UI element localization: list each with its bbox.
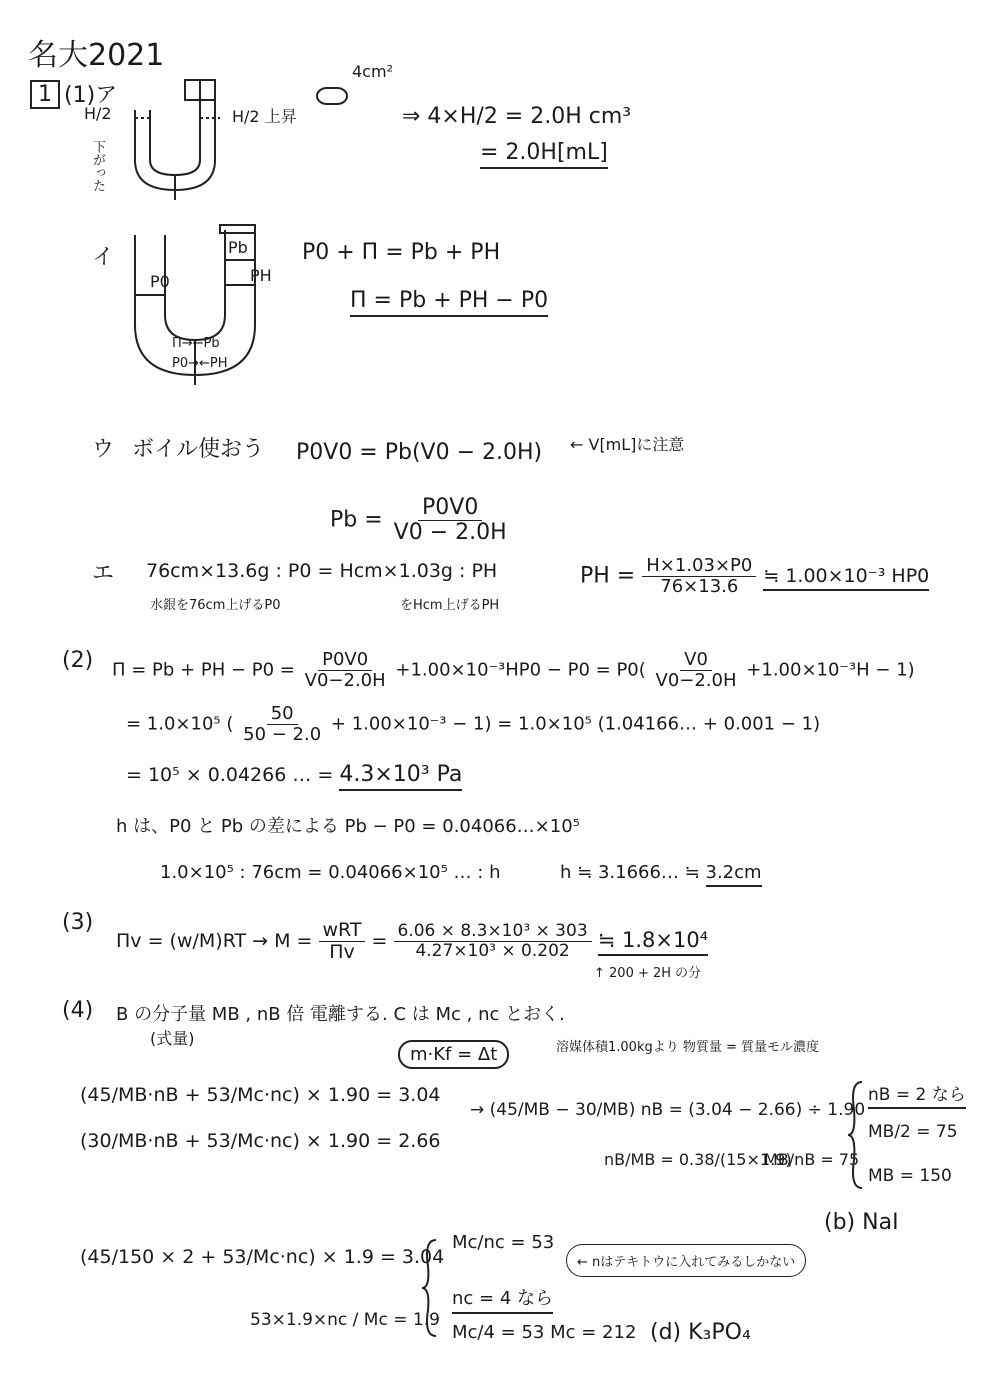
p4-case-2: MB/2 = 75 (868, 1122, 958, 1142)
diag-ph: PH (250, 266, 272, 285)
part-e-label: エ (92, 561, 115, 586)
part-u-label: ウ (92, 437, 115, 462)
p4-case-1: nB = 2 なら (868, 1080, 966, 1109)
p2-l3a: = 10⁵ × 0.04266 … = (126, 764, 334, 786)
p2-l1c: +1.00×10⁻³H − 1) (746, 659, 915, 681)
p2-answer-h: 3.2cm (706, 862, 762, 887)
p3-answer: ≒ 1.8×10⁴ (598, 928, 708, 956)
ratio-note-2: をHcm上げるPH (400, 598, 500, 613)
part-4-label: (4) (62, 998, 94, 1023)
p2-line-4: h は、P0 と Pb の差による Pb − P0 = 0.04066…×10⁵ (116, 816, 580, 837)
pb-num: P0V0 (418, 496, 482, 521)
p4-eq-d: 53×1.9×nc / Mc = 1.9 (250, 1310, 440, 1330)
ph-expression (580, 556, 929, 597)
brace-icon-1 (846, 1080, 866, 1190)
label-sagatta: 下がった (90, 140, 105, 192)
diag-p0: P0 (150, 272, 170, 291)
p4-answer-d: (d) K₃PO₄ (650, 1320, 751, 1345)
label-h2: H/2 (84, 104, 112, 123)
part-i-label: イ (92, 245, 115, 270)
pb-expression (330, 496, 511, 545)
diag-p0-ph: P0→←PH (172, 356, 228, 371)
part-3-label: (3) (62, 910, 94, 935)
p4-r-note: ← nはテキトウに入れてみるしかない (566, 1244, 806, 1277)
p4-r1: Mc/nc = 53 (452, 1232, 555, 1253)
pb-lhs: Pb = (330, 507, 383, 533)
pb-den: V0 − 2.0H (393, 520, 507, 546)
p2-l2-den: 50 − 2.0 (243, 723, 322, 745)
p2-l1-den: V0−2.0H (304, 669, 386, 691)
p3-eq (116, 920, 708, 963)
u-tube-figure-a (120, 80, 230, 200)
p3-m-num: wRT (319, 920, 366, 942)
brace-icon-2 (420, 1238, 440, 1338)
part-label: (1)ア (64, 83, 118, 108)
p4-r2: nc = 4 なら (452, 1284, 553, 1314)
p4-eq-c: (45/150 × 2 + 53/Mc·nc) × 1.9 = 3.04 (80, 1246, 445, 1268)
p2-l2a: = 1.0×10⁵ ( (126, 713, 234, 735)
p2-l1a: Π = Pb + PH − P0 = (112, 659, 295, 681)
p4-answer-b: (b) NaI (824, 1210, 899, 1235)
ph-den: 76×13.6 (660, 575, 739, 597)
p3-note: ↑ 200 + 2H の分 (594, 966, 702, 981)
cylinder-icon (315, 80, 355, 110)
volume-line-1: ⇒ 4×H/2 = 2.0H cm³ (402, 104, 632, 129)
part-u-text: ボイル使おう (132, 437, 265, 462)
p2-l1-num2: V0 (680, 650, 712, 671)
p2-line-5a: 1.0×10⁵ : 76cm = 0.04066×10⁵ … : h (160, 862, 501, 883)
p4-intro: B の分子量 MB , nB 倍 電離する. C は Mc , nc とおく. (116, 1004, 565, 1025)
p2-answer-pi: 4.3×10³ Pa (339, 762, 462, 791)
p2-line-5b (560, 862, 762, 883)
p3-den: 4.27×10³ × 0.202 (415, 940, 570, 961)
area-label: 4cm² (352, 62, 393, 81)
p2-l1-den2: V0−2.0H (655, 669, 737, 691)
p4-shikiryo: (式量) (150, 1029, 195, 1048)
p3-num: 6.06 × 8.3×10³ × 303 (394, 922, 592, 942)
p4-formula: m·Kf = Δt (398, 1040, 509, 1069)
ph-result: ≒ 1.00×10⁻³ HP0 (763, 565, 929, 591)
ph-lhs: PH = (580, 563, 636, 589)
eq-i-2: Π = Pb + PH − P0 (350, 288, 548, 317)
diag-pi-pb: Π→←Pb (172, 336, 220, 351)
p4-formula-note: 溶媒体積1.00kgより 物質量 = 質量モル濃度 (556, 1040, 820, 1055)
diag-pb: Pb (228, 238, 248, 257)
p2-l2b: + 1.00×10⁻³ − 1) = 1.0×10⁵ (1.04166… + 0.001 − 1) (330, 713, 821, 735)
p4-r3: Mc/4 = 53 Mc = 212 (452, 1322, 637, 1343)
p2-line-1 (112, 650, 915, 691)
ph-num: H×1.03×P0 (642, 556, 756, 577)
boyle-eq: P0V0 = Pb(V0 − 2.0H) (296, 440, 543, 465)
p3-equals: = (371, 929, 388, 952)
p2-l2-num: 50 (267, 704, 298, 725)
p4-ratio-1: nB/MB = 0.38/(15×1.9) (604, 1150, 792, 1169)
p4-subtract: → (45/MB − 30/MB) nB = (3.04 − 2.66) ÷ 1.90 (470, 1100, 866, 1120)
p3-eq1: Πv = (w/M)RT → M = (116, 929, 313, 952)
label-rise: H/2 上昇 (232, 107, 297, 126)
eq-i-1: P0 + Π = Pb + PH (302, 240, 501, 265)
p4-ratio-2: MB/nB = 75 (764, 1150, 860, 1169)
p2-line-3 (126, 762, 462, 787)
p2-l1b: +1.00×10⁻³HP0 − P0 = P0( (395, 659, 646, 681)
volume-line-2: = 2.0H[mL] (480, 140, 608, 169)
page-title: 名大2021 (28, 38, 165, 73)
boyle-note: ← V[mL]に注意 (570, 435, 685, 454)
p4-eq-b: (30/MB·nB + 53/Mc·nc) × 1.90 = 2.66 (80, 1130, 441, 1152)
p4-case-3: MB = 150 (868, 1166, 952, 1186)
part-2-label: (2) (62, 648, 94, 673)
p4-eq-a: (45/MB·nB + 53/Mc·nc) × 1.90 = 3.04 (80, 1084, 441, 1106)
ratio-note-1: 水銀を76cm上げるP0 (150, 598, 281, 613)
ratio-eq: 76cm×13.6g : P0 = Hcm×1.03g : PH (146, 560, 498, 582)
p3-m-den: Πv (329, 940, 355, 963)
p2-l5b: h ≒ 3.1666… ≒ (560, 862, 700, 883)
p2-line-2 (126, 704, 820, 745)
problem-number: 1 (30, 80, 60, 109)
p2-l1-num: P0V0 (318, 650, 372, 671)
